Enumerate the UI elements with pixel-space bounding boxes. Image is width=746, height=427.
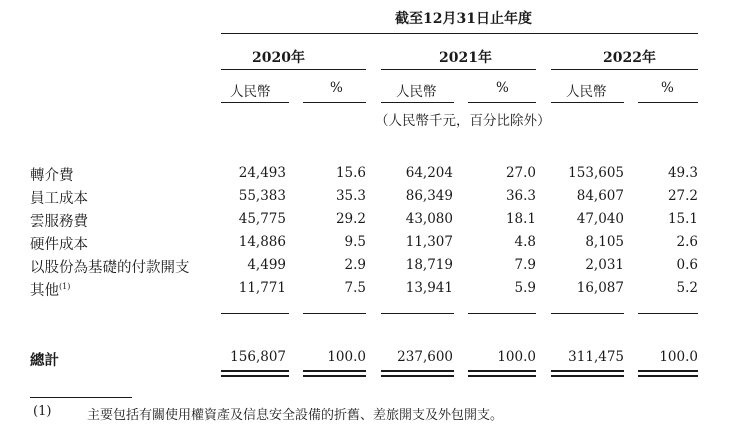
table-cell: 27.0 <box>505 165 536 181</box>
total-cell: 100.0 <box>327 349 366 365</box>
total-double-rule <box>468 370 536 372</box>
total-double-rule <box>221 375 289 377</box>
total-double-rule <box>638 370 698 372</box>
year-2020-header: 2020年 <box>252 50 305 66</box>
table-cell: 16,087 <box>576 280 624 296</box>
subtotal-rule <box>303 313 366 314</box>
total-double-rule <box>468 375 536 377</box>
table-cell: 7.9 <box>514 257 536 273</box>
table-cell: 18,719 <box>405 257 453 273</box>
unit-note: （人民幣千元，百分比除外） <box>375 113 551 129</box>
table-cell: 36.3 <box>505 188 536 204</box>
table-cell: 14,886 <box>238 234 286 250</box>
table-cell: 24,493 <box>238 165 286 181</box>
table-cell: 9.5 <box>344 234 366 250</box>
total-double-rule <box>638 375 698 377</box>
total-label: 總計 <box>30 352 59 369</box>
subtotal-rule <box>468 313 536 314</box>
period-title: 截至12月31日止年度 <box>395 11 532 27</box>
total-cell: 156,807 <box>230 349 286 365</box>
total-cell: 100.0 <box>497 349 536 365</box>
total-double-rule <box>381 370 454 372</box>
table-cell: 49.3 <box>667 165 698 181</box>
table-cell: 2.9 <box>344 257 366 273</box>
footnote-ref: (1) <box>59 282 71 292</box>
currency-header-2020: 人民幣 <box>230 84 271 100</box>
year-2022-header: 2022年 <box>603 50 656 66</box>
footnote-separator <box>30 397 132 398</box>
table-cell: 11,307 <box>405 234 453 250</box>
table-cell: 13,941 <box>405 280 453 296</box>
table-cell: 2,031 <box>585 257 624 273</box>
table-cell: 86,349 <box>405 188 453 204</box>
table-cell: 35.3 <box>335 188 366 204</box>
table-cell: 2.6 <box>676 234 698 250</box>
table-cell: 153,605 <box>568 165 624 181</box>
table-cell: 8,105 <box>585 234 624 250</box>
row-label <box>30 279 70 300</box>
table-cell: 4,499 <box>247 257 286 273</box>
header-rule-top <box>221 33 698 34</box>
subheader-rule <box>551 102 624 103</box>
subtotal-rule <box>638 313 698 314</box>
total-double-rule <box>303 375 366 377</box>
row-label: 硬件成本 <box>30 237 88 253</box>
table-cell: 27.2 <box>667 188 698 204</box>
total-cell: 237,600 <box>397 349 453 365</box>
percent-header-2020: % <box>330 80 343 96</box>
total-double-rule <box>221 370 289 372</box>
table-cell: 11,771 <box>238 280 286 296</box>
subtotal-rule <box>221 313 289 314</box>
table-cell: 55,383 <box>238 188 286 204</box>
total-double-rule <box>551 370 624 372</box>
table-cell: 4.8 <box>514 234 536 250</box>
subtotal-rule <box>551 313 624 314</box>
year-2022-rule <box>551 69 698 70</box>
subheader-rule <box>303 102 366 103</box>
row-label: 轉介費 <box>30 168 74 184</box>
percent-header-2021: % <box>496 80 509 96</box>
table-cell: 64,204 <box>405 165 453 181</box>
row-label: 雲服務費 <box>30 214 88 230</box>
table-cell: 0.6 <box>676 257 698 273</box>
table-cell: 15.1 <box>667 211 698 227</box>
year-2020-rule <box>221 69 366 70</box>
table-cell: 45,775 <box>238 211 286 227</box>
year-2021-rule <box>381 69 536 70</box>
subheader-rule <box>638 102 698 103</box>
total-double-rule <box>303 370 366 372</box>
currency-header-2021: 人民幣 <box>396 84 437 100</box>
subtotal-rule <box>381 313 454 314</box>
table-cell: 43,080 <box>405 211 453 227</box>
table-cell: 7.5 <box>344 280 366 296</box>
year-2021-header: 2021年 <box>439 50 492 66</box>
table-cell: 15.6 <box>335 165 366 181</box>
row-label: 以股份為基礎的付款開支 <box>30 260 190 276</box>
total-cell: 100.0 <box>659 349 698 365</box>
total-cell: 311,475 <box>568 349 624 365</box>
row-label-text: 其他 <box>30 283 59 299</box>
footnote-text: 主要包括有關使用權資產及信息安全設備的折舊、差旅開支及外包開支。 <box>87 408 504 423</box>
footnote-marker: (1) <box>33 404 52 419</box>
table-cell: 5.9 <box>514 280 536 296</box>
total-double-rule <box>551 375 624 377</box>
table-cell: 18.1 <box>505 211 536 227</box>
table-cell: 47,040 <box>576 211 624 227</box>
subheader-rule <box>381 102 454 103</box>
table-cell: 84,607 <box>576 188 624 204</box>
table-cell: 5.2 <box>676 280 698 296</box>
row-label: 員工成本 <box>30 191 88 207</box>
currency-header-2022: 人民幣 <box>566 84 607 100</box>
total-double-rule <box>381 375 454 377</box>
subheader-rule <box>468 102 536 103</box>
percent-header-2022: % <box>661 80 674 96</box>
subheader-rule <box>221 102 289 103</box>
table-cell: 29.2 <box>335 211 366 227</box>
